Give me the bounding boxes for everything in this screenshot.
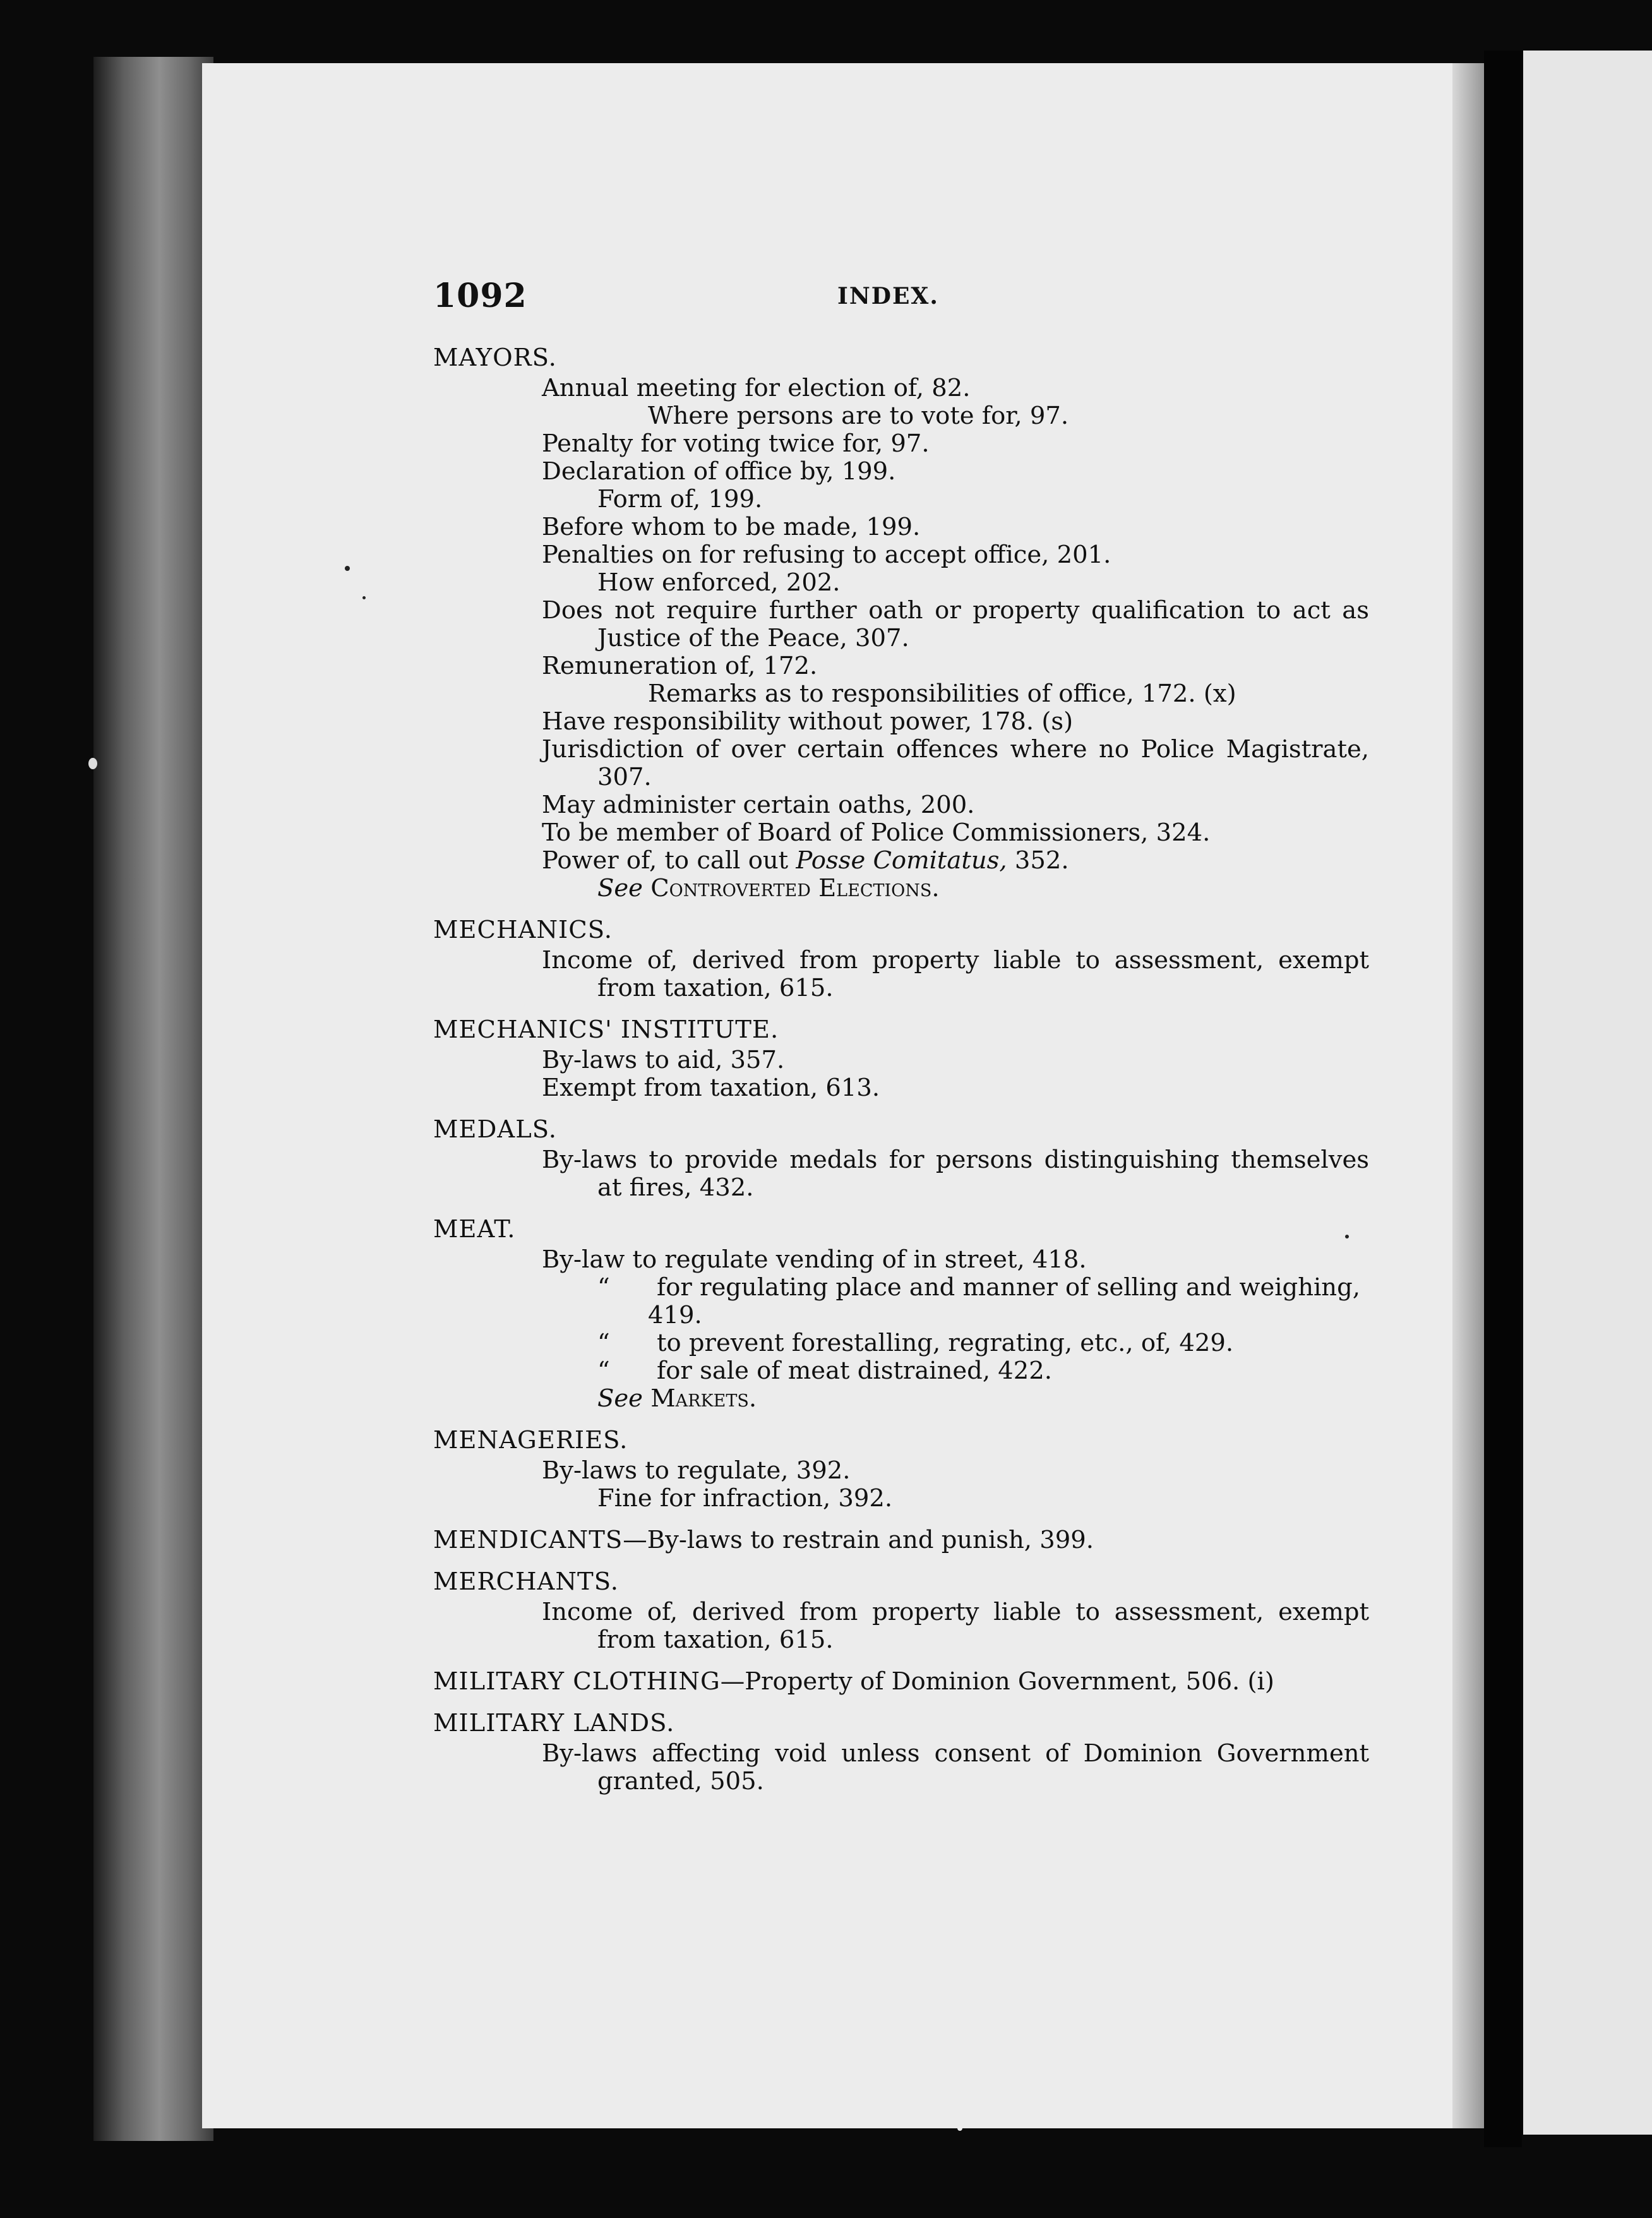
index-subentry — [433, 736, 1369, 764]
subentry-text: Penalties on for refusing to accept office, 201. — [542, 541, 1111, 569]
index-subentry — [433, 1246, 1368, 1274]
index-subentry — [433, 486, 1368, 513]
running-head — [433, 277, 1355, 315]
entry-heading — [433, 1116, 1368, 1144]
facing-page-edge — [1523, 51, 1652, 2135]
index-subentry — [433, 680, 1368, 708]
subentry-text: to prevent forestalling, regrating, etc., of, 429. — [657, 1329, 1234, 1357]
subentry-text: To be member of Board of Police Commissioners, 324. — [542, 818, 1211, 847]
subentry-text: for regulating place and manner of selling and weighing, — [657, 1273, 1360, 1302]
subentry-text: from taxation, 615. — [597, 1626, 834, 1654]
index-entry — [433, 1710, 1368, 1795]
page-number: 1092 — [433, 277, 527, 315]
running-title: INDEX. — [837, 283, 939, 309]
subentry-text: Exempt from taxation, 613. — [542, 1074, 880, 1102]
index-subentry — [433, 1626, 1368, 1654]
italic-term: Posse Comitatus, — [796, 846, 1007, 875]
index-subentry — [433, 875, 1368, 902]
entry-heading — [433, 1016, 1368, 1044]
scan-speck — [345, 566, 350, 571]
entry-heading — [433, 1568, 1368, 1596]
index-entry — [433, 1668, 1368, 1696]
subentry-text: By-laws to aid, 357. — [542, 1046, 785, 1074]
entry-heading — [433, 1526, 1368, 1554]
index-subentry — [433, 597, 1369, 625]
entry-heading — [433, 1710, 1368, 1737]
index-subentry — [433, 1385, 1368, 1413]
index-subentry — [433, 1274, 1368, 1302]
entry-heading — [433, 916, 1368, 944]
see-reference: See — [597, 874, 643, 902]
scan-speck — [957, 2126, 962, 2131]
index-subentry — [433, 1457, 1368, 1485]
entry-heading — [433, 1427, 1368, 1454]
index-entries — [433, 344, 1368, 1809]
entry-heading-text: MENAGERIES. — [433, 1426, 628, 1454]
subentry-text: Declaration of office by, 199. — [542, 457, 896, 486]
subentry-text: Controverted Elections. — [642, 874, 940, 902]
subentry-text: By-laws affecting void unless consent of Dominion Government — [542, 1739, 1369, 1768]
subentry-text: Where persons are to vote for, 97. — [648, 402, 1069, 430]
index-subentry — [433, 1740, 1369, 1768]
entry-heading-rest: —Property of Dominion Government, 506. (i) — [720, 1667, 1274, 1696]
index-subentry — [433, 375, 1368, 402]
ditto-mark: “ — [597, 1273, 610, 1302]
subentry-text: Does not require further oath or property qualification to act as — [542, 596, 1369, 625]
subentry-text: Penalty for voting twice for, 97. — [542, 429, 930, 458]
entry-heading-text: MILITARY LANDS. — [433, 1709, 675, 1737]
index-subentry — [433, 1768, 1368, 1795]
index-subentry — [433, 652, 1368, 680]
subentry-text: Power of, to call out — [542, 846, 789, 875]
subentry-text: By-law to regulate vending of in street, 418. — [542, 1245, 1087, 1274]
subentry-text: Have responsibility without power, 178. (s) — [542, 707, 1074, 736]
subentry-text: How enforced, 202. — [597, 568, 841, 597]
index-subentry — [433, 1174, 1368, 1202]
subentry-text: Income of, derived from property liable to assessment, exempt — [542, 1598, 1369, 1626]
entry-heading — [433, 344, 1368, 372]
index-entry — [433, 1016, 1368, 1102]
index-subentry — [433, 1146, 1369, 1174]
index-subentry — [433, 764, 1368, 791]
index-subentry — [433, 1302, 1368, 1329]
index-subentry — [433, 847, 1368, 875]
entry-heading-text: MECHANICS. — [433, 916, 613, 944]
subentry-text: for sale of meat distrained, 422. — [657, 1357, 1053, 1385]
subentry-text: Form of, 199. — [597, 485, 763, 513]
subentry-text: Justice of the Peace, 307. — [597, 624, 909, 652]
subentry-page-ref: 352. — [1007, 846, 1069, 875]
index-subentry — [433, 791, 1368, 819]
subentry-text: Jurisdiction of over certain offences where no Police Magistrate, — [542, 735, 1369, 764]
index-subentry — [433, 1046, 1368, 1074]
index-subentry — [433, 430, 1368, 458]
index-subentry — [433, 513, 1368, 541]
scan-speck — [88, 758, 97, 769]
subentry-text: Remarks as to responsibilities of office, 172. (x) — [648, 680, 1236, 708]
index-entry — [433, 1526, 1368, 1554]
book-spine-edge — [93, 57, 213, 2141]
index-subentry — [433, 1329, 1368, 1357]
index-subentry — [433, 819, 1368, 847]
subentry-text: May administer certain oaths, 200. — [542, 791, 975, 819]
index-subentry — [433, 402, 1368, 430]
subentry-text: By-laws to provide medals for persons distinguishing themselves — [542, 1146, 1369, 1174]
subentry-text: from taxation, 615. — [597, 974, 834, 1002]
entry-heading-rest: —By-laws to restrain and punish, 399. — [623, 1526, 1094, 1554]
entry-heading-text: MAYORS. — [433, 344, 557, 372]
see-reference: See — [597, 1384, 643, 1413]
entry-heading — [433, 1668, 1368, 1696]
entry-heading-text: MILITARY CLOTHING — [433, 1667, 721, 1696]
index-entry — [433, 344, 1368, 902]
index-subentry — [433, 1074, 1368, 1102]
entry-heading-text: MERCHANTS. — [433, 1568, 619, 1596]
ditto-mark: “ — [597, 1329, 610, 1357]
index-subentry — [433, 708, 1368, 736]
entry-heading-text: MECHANICS' INSTITUTE. — [433, 1016, 779, 1044]
index-subentry — [433, 1357, 1368, 1385]
subentry-text: 419. — [648, 1301, 702, 1329]
index-subentry — [433, 1598, 1369, 1626]
index-subentry — [433, 947, 1369, 974]
subentry-text: granted, 505. — [597, 1767, 764, 1795]
subentry-text: Annual meeting for election of, 82. — [542, 374, 971, 402]
subentry-text: Fine for infraction, 392. — [597, 1484, 893, 1513]
index-entry — [433, 916, 1368, 1002]
index-entry — [433, 1116, 1368, 1202]
entry-heading-text: MEAT. — [433, 1215, 516, 1244]
scan-speck — [362, 596, 366, 599]
index-entry — [433, 1568, 1368, 1654]
entry-heading — [433, 1216, 1368, 1244]
subentry-text: Markets. — [642, 1384, 757, 1413]
index-entry — [433, 1216, 1368, 1413]
subentry-text: Remuneration of, 172. — [542, 652, 818, 680]
ditto-mark: “ — [597, 1357, 610, 1385]
index-entry — [433, 1427, 1368, 1513]
scan-speck — [1345, 1235, 1349, 1238]
index-subentry — [433, 625, 1368, 652]
index-subentry — [433, 458, 1368, 486]
subentry-text: By-laws to regulate, 392. — [542, 1456, 851, 1485]
subentry-text: 307. — [597, 763, 652, 791]
index-subentry — [433, 569, 1368, 597]
index-subentry — [433, 1485, 1368, 1513]
index-subentry — [433, 974, 1368, 1002]
index-subentry — [433, 541, 1368, 569]
subentry-text: at fires, 432. — [597, 1173, 754, 1202]
book-gutter — [1484, 51, 1522, 2147]
entry-heading-text: MENDICANTS — [433, 1526, 623, 1554]
subentry-text: Income of, derived from property liable to assessment, exempt — [542, 946, 1369, 974]
subentry-text: Before whom to be made, 199. — [542, 513, 921, 541]
entry-heading-text: MEDALS. — [433, 1115, 558, 1144]
